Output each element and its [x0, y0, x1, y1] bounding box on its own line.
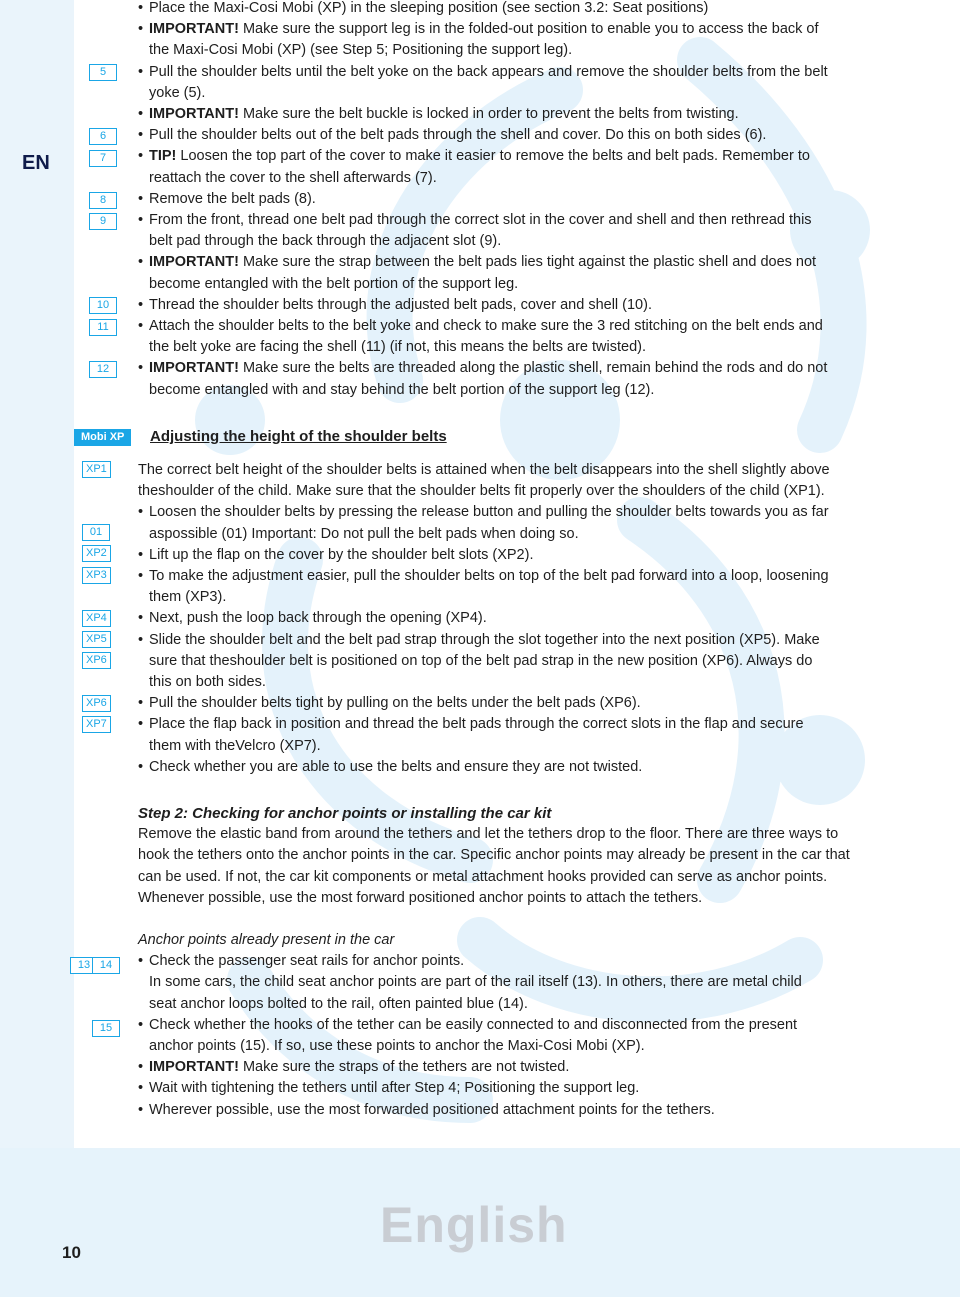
list-item: • Pull the shoulder belts tight by pulling on the belts under the belt pads (XP6).: [138, 695, 641, 712]
paragraph-line: can be used. If not, the car kit components or metal attachment hooks provided can serve as anchor points.: [138, 868, 828, 885]
list-item: • Place the flap back in position and thread the belt pads through the correct slots in the flap and secure: [138, 716, 804, 733]
list-item-continuation: this on both sides.: [149, 674, 266, 691]
list-item-continuation: aspossible (01) Important: Do not pull the belt pads when doing so.: [149, 525, 579, 542]
list-item: • IMPORTANT! Make sure the belt buckle is locked in order to prevent the belts from twisting.: [138, 106, 739, 123]
ref-box-xp2: XP2: [82, 545, 111, 562]
list-item-continuation: belt pad through the back through the adjacent slot (9).: [149, 233, 502, 250]
paragraph-line: Remove the elastic band from around the tethers and let the tethers drop to the floor. There are three ways to: [138, 826, 839, 843]
section-adjust-belts: [138, 426, 910, 447]
ref-box-xp4: XP4: [82, 610, 111, 627]
list-item-continuation: In some cars, the child seat anchor points are part of the rail itself (13). In others, there are metal child: [149, 974, 802, 991]
list-item: • Check the passenger seat rails for anchor points.: [138, 953, 465, 970]
ref-box-5: 5: [89, 64, 117, 81]
left-margin-strip: [0, 0, 74, 1297]
paragraph-line: Whenever possible, use the most forward positioned anchor points to attach the tethers.: [138, 889, 703, 906]
ref-box-13: 13: [70, 957, 98, 974]
list-item-continuation: seat anchor loops bolted to the rail, often painted blue (14).: [149, 995, 528, 1012]
list-item: • From the front, thread one belt pad through the correct slot in the cover and shell and then rethread this: [138, 212, 812, 229]
list-item-continuation: sure that theshoulder belt is positioned on top of the belt pad strap in the new position (XP6). Always do: [149, 652, 813, 669]
ref-box-xp7: XP7: [82, 716, 111, 733]
list-item-continuation: reattach the cover to the shell afterwards (7).: [149, 169, 437, 186]
ref-box-xp3: XP3: [82, 567, 111, 584]
ref-box-01: 01: [82, 524, 110, 541]
list-item: • Attach the shoulder belts to the belt yoke and check to make sure the 3 red stitching on the belt ends and: [138, 318, 823, 335]
list-item-continuation: them (XP3).: [149, 589, 227, 606]
paragraph-line: theshoulder of the child. Make sure that the shoulder belts fit properly over the shoulders of the child (XP1).: [138, 483, 825, 500]
section-anchor-points: [138, 930, 910, 1121]
ref-box-15: 15: [92, 1020, 120, 1037]
list-item: • Thread the shoulder belts through the adjusted belt pads, cover and shell (10).: [138, 296, 652, 313]
list-item: • To make the adjustment easier, pull the shoulder belts on top of the belt pad forward into a loop, loosening: [138, 568, 829, 585]
list-item-continuation: the belt yoke are facing the shell (11) (if not, this means the belts are twisted).: [149, 339, 647, 356]
list-item-continuation: become entangled with the belt portion of the support leg.: [149, 275, 519, 292]
page-number: 10: [62, 1243, 81, 1262]
ref-box-10: 10: [89, 297, 117, 314]
ref-box-14: 14: [92, 957, 120, 974]
list-item-continuation: become entangled with and stay behind the belt portion of the support leg (12).: [149, 381, 655, 398]
list-item: • Wherever possible, use the most forwarded positioned attachment points for the tethers.: [138, 1101, 715, 1118]
ref-box-8: 8: [89, 192, 117, 209]
list-item: • IMPORTANT! Make sure the belts are threaded along the plastic shell, remain behind the rods and do not: [138, 360, 828, 377]
list-item: • Loosen the shoulder belts by pressing the release button and pulling the shoulder belts towards you as far: [138, 504, 829, 521]
list-item: • Lift up the flap on the cover by the shoulder belt slots (XP2).: [138, 546, 534, 563]
sub-heading: Anchor points already present in the car: [138, 932, 395, 948]
ref-box-7: 7: [89, 150, 117, 167]
section-heading: Step 2: Checking for anchor points or installing the car kit: [138, 805, 552, 822]
list-item: • Slide the shoulder belt and the belt pad strap through the slot together into the next position (XP5). Make: [138, 631, 820, 648]
list-item: • TIP! Loosen the top part of the cover to make it easier to remove the belts and belt pads. Remember to: [138, 148, 810, 165]
belt-removal-steps: [138, 0, 910, 401]
list-item: • Place the Maxi-Cosi Mobi (XP) in the sleeping position (see section 3.2: Seat positions): [138, 0, 709, 16]
adjust-belts-body: [138, 460, 910, 778]
ref-box-xp5: XP5: [82, 631, 111, 648]
list-item: • IMPORTANT! Make sure the straps of the tethers are not twisted.: [138, 1059, 570, 1076]
language-tag: EN: [22, 152, 50, 174]
ref-box-12: 12: [89, 361, 117, 378]
list-item-continuation: anchor points (15). If so, use these points to anchor the Maxi-Cosi Mobi (XP).: [149, 1038, 645, 1055]
ref-box-6: 6: [89, 128, 117, 145]
ref-box-xp1: XP1: [82, 461, 111, 478]
footer-language-label: English: [380, 1197, 568, 1253]
list-item: • Remove the belt pads (8).: [138, 190, 316, 207]
list-item: • IMPORTANT! Make sure the strap between the belt pads lies tight against the plastic shell and does not: [138, 254, 817, 271]
list-item: • Wait with tightening the tethers until after Step 4; Positioning the support leg.: [138, 1080, 640, 1097]
section-step-2: [138, 803, 910, 909]
ref-box-11: 11: [89, 319, 117, 336]
ref-box-9: 9: [89, 213, 117, 230]
list-item: • Check whether the hooks of the tether can be easily connected to and disconnected from the present: [138, 1016, 798, 1033]
list-item: • Pull the shoulder belts until the belt yoke on the back appears and remove the shoulder belts from the belt: [138, 63, 828, 80]
list-item-continuation: the Maxi-Cosi Mobi (XP) (see Step 5; Positioning the support leg).: [149, 42, 573, 59]
ref-box-xp6: XP6: [82, 695, 111, 712]
list-item-continuation: them with theVelcro (XP7).: [149, 737, 321, 754]
mobi-xp-label: Mobi XP: [74, 429, 131, 446]
paragraph-line: The correct belt height of the shoulder belts is attained when the belt disappears into the shell slightly above: [138, 462, 830, 478]
list-item-continuation: yoke (5).: [149, 84, 206, 101]
list-item: • Check whether you are able to use the belts and ensure they are not twisted.: [138, 758, 643, 775]
list-item: • Pull the shoulder belts out of the belt pads through the shell and cover. Do this on both sides (6).: [138, 127, 767, 144]
paragraph-line: hook the tethers onto the anchor points in the car. Specific anchor points may already be present in the car that: [138, 847, 850, 864]
section-heading: Adjusting the height of the shoulder belts: [150, 428, 447, 445]
list-item: • Next, push the loop back through the opening (XP4).: [138, 610, 487, 627]
list-item: • IMPORTANT! Make sure the support leg is in the folded-out position to enable you to access the back of: [138, 21, 819, 38]
ref-box-xp6: XP6: [82, 652, 111, 669]
